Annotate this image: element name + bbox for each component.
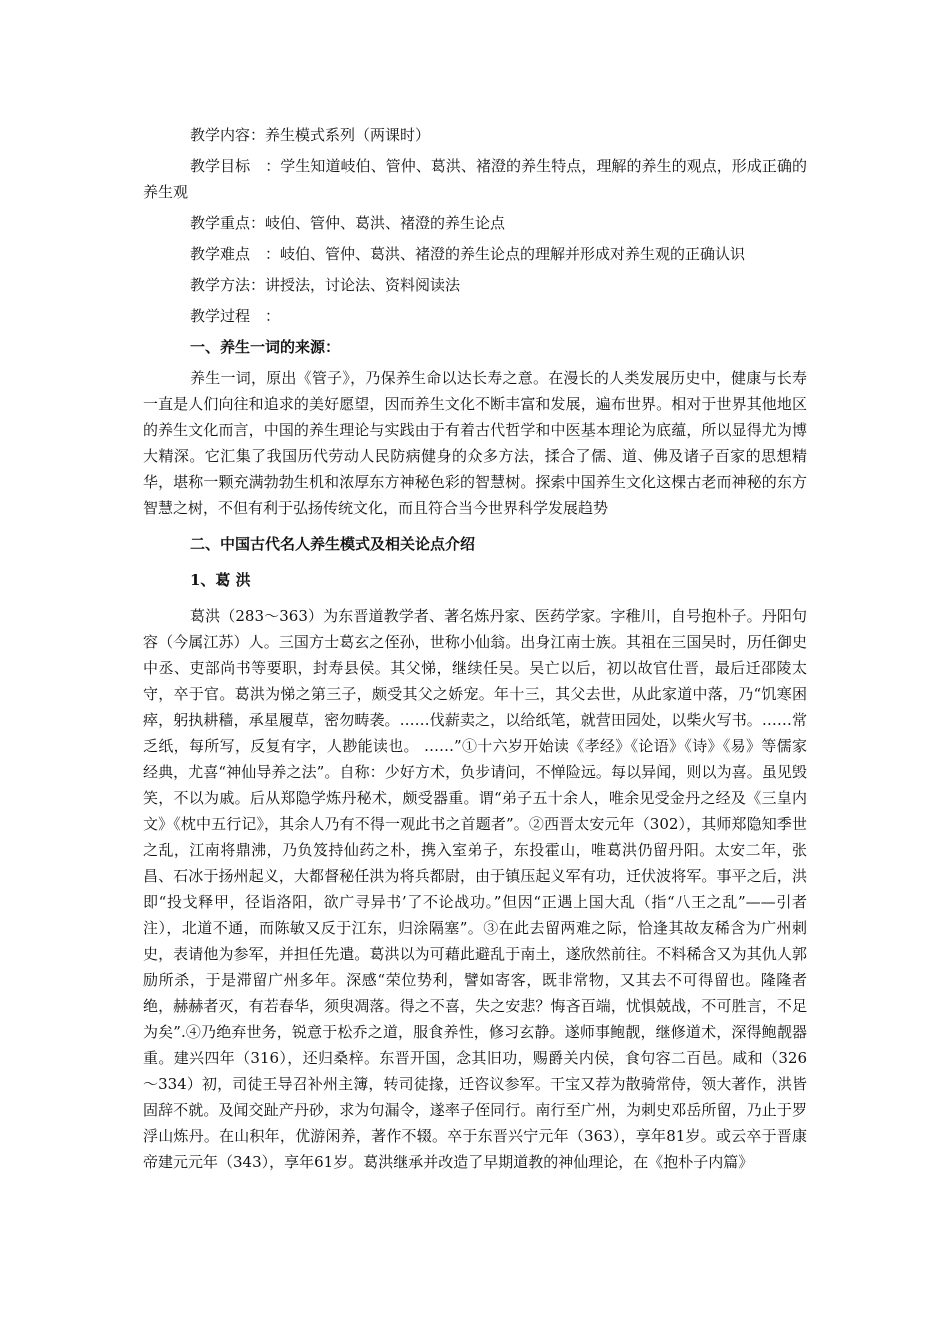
section-2-subheading-gehong: 1、葛 洪 [190,571,251,589]
section-1-body: 养生一词，原出《管子》，乃保养生命以达长寿之意。在漫长的人类发展历史中，健康与长寿一直是人们向往和追求的美好愿望，因而养生文化不断丰富和发展，遍布世界。相对于世界其他地区的养生文化而言，中国的养生理论与实践由于有着古代哲学和中医基本理论为底蕴，所以显得尤为博大精深。它汇集了我国历代劳动人民防病健身的众多方法，揉合了儒、道、佛及诸子百家的思想精华，堪称一颗充满勃勃生机和浓厚东方神秘色彩的智慧树。探索中国养生文化这棵古老而神秘的东方智慧之树，不但有利于弘扬传统文化，而且符合当今世界科学发展趋势 [143,369,807,517]
teaching-method: 教学方法：讲授法，讨论法、资料阅读法 [190,276,461,294]
teaching-key-points: 教学重点：岐伯、管仲、葛洪、褚澄的养生论点 [190,214,506,232]
teaching-content: 教学内容：养生模式系列（两课时） [190,126,431,144]
teaching-difficulty: 教学难点 ：岐伯、管仲、葛洪、褚澄的养生论点的理解并形成对养生观的正确认识 [190,245,746,263]
teaching-goal: 教学目标 ：学生知道岐伯、管仲、葛洪、褚澄的养生特点，理解的养生的观点，形成正确的养生观 [143,157,807,201]
teaching-process: 教学过程 ： [190,307,281,325]
document-page [143,122,807,1175]
section-2-heading: 二、中国古代名人养生模式及相关论点介绍 [190,535,476,553]
section-1-heading: 一、养生一词的来源： [190,338,341,356]
section-2-body: 葛洪（283～363）为东晋道教学者、著名炼丹家、医药学家。字稚川，自号抱朴子。丹阳句容（今属江苏）人。三国方士葛玄之侄孙，世称小仙翁。出身江南士族。其祖在三国吴时，历任御史中丞、吏部尚书等要职，封寿县侯。其父悌，继续任吴。吴亡以后，初以故官仕晋，最后迁邵陵太守，卒于官。葛洪为悌之第三子，颇受其父之娇宠。年十三，其父去世，从此家道中落，乃“饥寒困瘁，躬执耕穑，承星履草，密勿畴袭。……伐薪卖之，以给纸笔，就营田园处，以柴火写书。……常乏纸，每所写，反复有字，人尠能读也。 ……”①十六岁开始读《孝经》《论语》《诗》《易》等儒家经典，尤喜“神仙导养之法”。自称：少好方术，负步请问，不惮险远。每以异闻，则以为喜。虽见毁笑，不以为戚。后从郑隐学炼丹秘术，颇受器重。谓“弟子五十余人，唯余见受金丹之经及《三皇内文》《枕中五行记》，其余人乃有不得一观此书之首题者”。②西晋太安元年（302），其师郑隐知季世之乱，江南将鼎沸，乃负笈持仙药之朴，携入室弟子，东投霍山，唯葛洪仍留丹阳。太安二年，张昌、石冰于扬州起义，大都督秘任洪为将兵都尉，由于镇压起义军有功，迁伏波将军。事平之后，洪即“投戈释甲，径诣洛阳，欲广寻异书’了不论战功。”但因“正遇上国大乱（指“八王之乱”——引者注），北道不通，而陈敏又反于江东，归涂隔塞”。③在此去留两难之际，恰逢其故友稀含为广州刺史，表请他为参军，并担任先遣。葛洪以为可藉此避乱于南土，遂欣然前往。不料稀含又为其仇人郭励所杀，于是滞留广州多年。深感“荣位势利，譬如寄客，既非常物，又其去不可得留也。隆隆者绝，赫赫者灭，有若春华，须臾凋落。得之不喜，失之安悲？悔吝百端，忧惧兢战，不可胜言，不足为矣”.④乃绝弃世务，锐意于松乔之道，服食养性，修习玄静。遂师事鲍靓，继修道术，深得鲍靓器重。建兴四年（316），还归桑梓。东晋开国，念其旧功，赐爵关内侯，食句容二百邑。咸和（326～334）初，司徒王导召补州主簿，转司徒掾，迁咨议参军。干宝又荐为散骑常侍，领大著作，洪皆固辞不就。及闻交趾产丹砂，求为句漏令，遂率子侄同行。南行至广州，为刺史邓岳所留，乃止于罗浮山炼丹。在山积年，优游闲养，著作不辍。卒于东晋兴宁元年（363），享年81岁。或云卒于晋康帝建元元年（343），享年61岁。葛洪继承并改造了早期道教的神仙理论，在《抱朴子内篇》 [143,607,807,1171]
